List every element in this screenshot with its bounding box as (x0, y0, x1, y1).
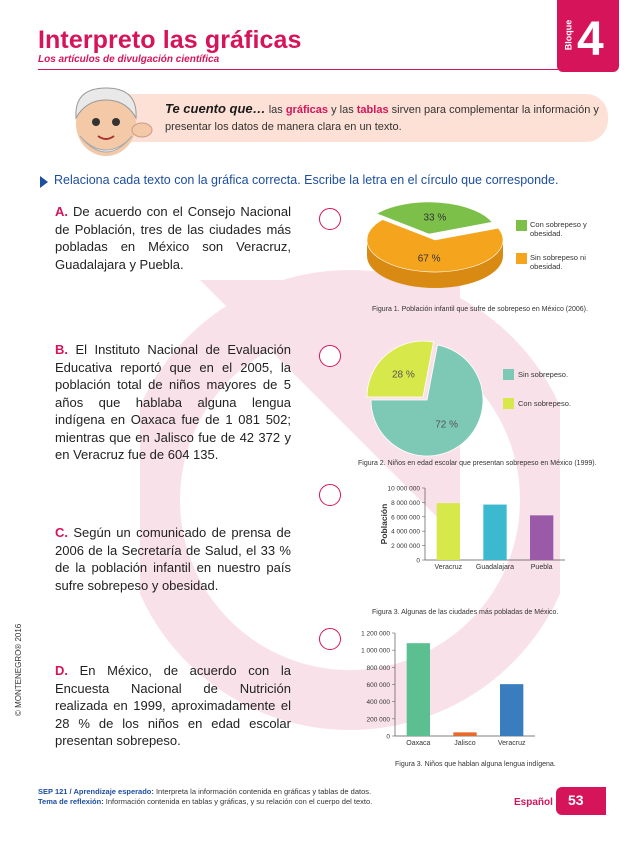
page-title: Interpreto las gráficas (38, 26, 302, 54)
item-letter: D. (55, 663, 68, 678)
chart-caption: Figura 3. Algunas de las ciudades más pobladas de México. (372, 609, 559, 616)
item-letter: A. (55, 204, 68, 219)
pie-slice-label: 67 % (417, 253, 441, 265)
bar (407, 643, 430, 736)
y-tick-label: 1 200 000 (361, 630, 390, 638)
info-text-part: las (265, 104, 286, 116)
bar (437, 503, 460, 560)
bar (530, 515, 553, 560)
footer-aprendizaje (38, 787, 371, 796)
bloque-number: 4 (577, 13, 604, 66)
pie-slice-label: 28 % (391, 369, 415, 381)
page-number: 53 (568, 792, 584, 808)
y-tick-label: 4 000 000 (391, 528, 420, 536)
footer-label: Tema de reflexión: (38, 797, 104, 806)
legend-swatch-con-sobrepeso (516, 220, 527, 231)
answer-circle-2[interactable] (319, 345, 341, 367)
x-tick-label: Veracruz (497, 740, 526, 747)
info-banner-text (165, 100, 600, 136)
subject-label: Español (514, 797, 553, 808)
legend-label: Con sobrepeso. (518, 399, 571, 408)
y-axis-label: Población (379, 503, 389, 545)
legend-swatch-sin-sobrepeso (503, 369, 514, 380)
footer-tema (38, 797, 372, 806)
legend-label: Sin sobrepeso. (518, 370, 569, 379)
mascot-illustration (56, 78, 156, 164)
y-tick-label: 8 000 000 (391, 499, 420, 507)
chart-4-bar (340, 625, 550, 750)
item-b (55, 341, 291, 464)
item-text: En México, de acuerdo con la Encuesta Nacional de Nutrición realizada en 1999, aproximadamente el 28 % de los niños en edad escolar presentan sobrepeso. (55, 663, 291, 748)
y-tick-label: 10 000 000 (387, 485, 420, 493)
footer-text: Interpreta la información contenida en gráficas y tablas de datos. (153, 787, 372, 796)
bar (453, 732, 476, 736)
copyright-notice: © MONTENEGRO® 2016 (14, 623, 23, 716)
item-d (55, 662, 291, 750)
legend-swatch-sin-sobrepeso (516, 253, 527, 264)
info-text-part: y las (328, 104, 357, 116)
chart-2-pie (365, 338, 495, 458)
y-tick-label: 2 000 000 (391, 543, 420, 551)
item-a (55, 203, 291, 273)
item-text: De acuerdo con el Consejo Nacional de Población, tres de las ciudades más pobladas en México son Veracruz, Guadalajara y Puebla. (55, 204, 291, 272)
item-letter: C. (55, 525, 68, 540)
item-letter: B. (55, 342, 68, 357)
y-tick-label: 400 000 (366, 699, 390, 707)
chart-caption: Figura 3. Niños que hablan alguna lengua indígena. (395, 761, 556, 768)
info-banner-heading: Te cuento que… (165, 101, 266, 116)
y-tick-label: 0 (416, 557, 420, 565)
answer-circle-1[interactable] (319, 208, 341, 230)
y-tick-label: 800 000 (366, 664, 390, 672)
y-tick-label: 6 000 000 (391, 514, 420, 522)
title-divider (38, 69, 558, 70)
x-tick-label: Oaxaca (406, 740, 431, 747)
chart-3-bar (355, 478, 575, 588)
y-tick-label: 1 000 000 (361, 647, 390, 655)
page-subtitle: Los artículos de divulgación científica (38, 54, 220, 65)
chart-caption: Figura 2. Niños en edad escolar que presentan sobrepeso en México (1999). (358, 460, 597, 467)
x-tick-label: Puebla (530, 564, 553, 571)
y-tick-label: 0 (386, 733, 390, 741)
footer-text: Información contenida en tablas y gráficas, y su relación con el cuerpo del texto. (103, 797, 373, 806)
bar (483, 505, 506, 560)
y-tick-label: 600 000 (366, 682, 390, 689)
pie-slice-label: 72 % (435, 419, 459, 431)
bloque-label: Bloque (563, 19, 574, 51)
info-text-part: sirven para complementar la información y presentar los datos de manera clara en un texto. (165, 104, 599, 133)
footer-label: SEP 121 / Aprendizaje esperado: (38, 787, 154, 796)
instruction-text: Relaciona cada texto con la gráfica correcta. Escribe la letra en el círculo que corresponde. (54, 173, 559, 187)
answer-circle-3[interactable] (319, 484, 341, 506)
item-text: El Instituto Nacional de Evaluación Educativa reportó que en el 2005, la población total de niños mayores de 5 años que hablaba alguna lengua indígena en Oaxaca fue de 1 081 502; mientras que en Jalisco fue de 42 372 y en Veracruz fue de 604 135. (55, 342, 291, 462)
highlight-graficas: gráficas (285, 104, 329, 116)
item-c (55, 524, 291, 594)
bullet-arrow-icon (40, 176, 48, 188)
legend-label: Sin sobrepeso ni obesidad. (530, 253, 586, 271)
legend-swatch-con-sobrepeso (503, 398, 514, 409)
x-tick-label: Jalisco (454, 740, 476, 747)
y-tick-label: 200 000 (366, 716, 390, 724)
x-tick-label: Veracruz (434, 564, 463, 571)
legend-label: Con sobrepeso y obesidad. (530, 220, 587, 238)
answer-circle-4[interactable] (319, 628, 341, 650)
chart-1-pie (360, 200, 510, 305)
x-tick-label: Guadalajara (475, 564, 515, 571)
chart-caption: Figura 1. Población infantil que sufre de sobrepeso en México (2006). (372, 306, 588, 313)
highlight-tablas: tablas (356, 104, 389, 116)
bar (500, 684, 523, 736)
pie-slice-label: 33 % (423, 212, 447, 224)
item-text: Según un comunicado de prensa de 2006 de la Secretaría de Salud, el 33 % de la población infantil en nuestro país sufre sobrepeso y obesidad. (55, 525, 291, 593)
